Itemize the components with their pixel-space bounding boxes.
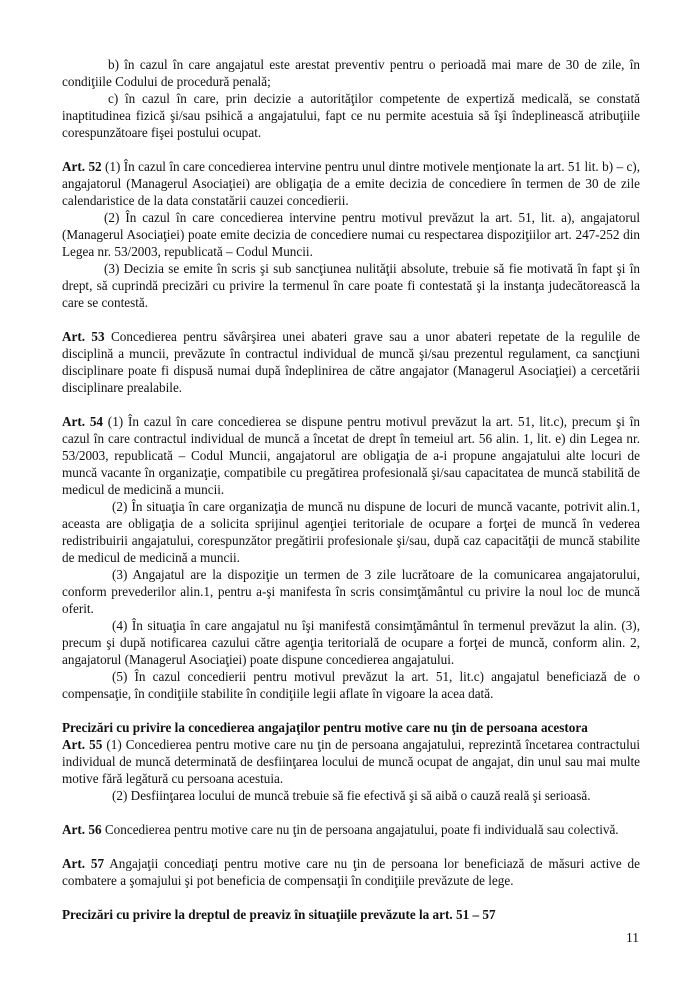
list-item-b: b) în cazul în care angajatul este arestat preventiv pentru o perioadă mai mare de 30 de zile, în condiţiile Codului de procedură penală; bbox=[62, 57, 640, 89]
article-52-paragraph-1: Art. 52 (1) În cazul în care concedierea intervine pentru unul dintre motivele menţionate la art. 51 lit. b) – c), angajatorul (Managerul Asociaţiei) are obligaţia de a emite decizia de concediere în termen de 30 de zile calendaristice de la data constatării cauzei concedierii. bbox=[62, 159, 640, 208]
article-52-paragraph-3: (3) Decizia se emite în scris şi sub sancţiunea nulităţii absolute, trebuie să fie motivată în fapt şi în drept, să cuprindă precizări cu privire la termenul în care poate fi contestată şi la instanţa judecătorească la care se contestă. bbox=[62, 261, 640, 310]
article-56-label: Art. 56 bbox=[62, 822, 102, 837]
article-55-label: Art. 55 bbox=[62, 737, 103, 752]
article-53: Art. 53 Concedierea pentru săvârşirea unei abateri grave sau a unor abateri repetate de la regulile de disciplină a muncii, prevăzute în contractul individual de muncă şi/sau prezentul regulament, ca sancţiuni disciplinare poate fi dispusă numai după îndeplinirea de către angajator (Managerul Asociaţiei) a cercetării disciplinare prealabile. bbox=[62, 329, 640, 395]
article-54-paragraph-4: (4) În situaţia în care angajatul nu îşi manifestă consimţământul în termenul prevăzut la alin. (3), precum şi după notificarea cazului către agenţia teritorială de ocupare a forţei de muncă, conform alin. 2, angajatorul (Managerul Asociaţiei) poate dispune concedierea angajatului. bbox=[62, 618, 640, 667]
page-number: 11 bbox=[626, 930, 639, 945]
article-52-label: Art. 52 bbox=[62, 159, 102, 174]
article-52-paragraph-2: (2) În cazul în care concedierea intervine pentru motivul prevăzut la art. 51, lit. a), angajatorul (Managerul Asociaţiei) poate emite decizia de concediere numai cu respectarea dispoziţiilor art. 247-252 din Legea nr. 53/2003, republicată – Codul Muncii. bbox=[62, 210, 640, 259]
document-body bbox=[62, 56, 640, 923]
list-item-c: c) în cazul în care, prin decizie a autorităţilor competente de expertiză medicală, se constată inaptitudinea fizică şi/sau psihică a angajatului, fapt ce nu permite acestuia să îşi îndeplinească atribuţiile corespunzătoare fişei postului ocupat. bbox=[62, 91, 640, 140]
article-55-paragraph-1: Art. 55 (1) Concedierea pentru motive care nu ţin de persoana angajatului, reprezintă încetarea contractului individual de muncă determinată de desfiinţarea locului de muncă ocupat de angajat, din unul sau mai multe motive fără legătură cu persoana acestuia. bbox=[62, 737, 640, 786]
article-56: Art. 56 Concedierea pentru motive care nu ţin de persoana angajatului, poate fi individuală sau colectivă. bbox=[62, 822, 619, 837]
article-54-paragraph-5: (5) În cazul concedierii pentru motivul prevăzut la art. 51, lit.c) angajatul beneficiază de o compensaţie, în condiţiile stabilite în condiţiile legii aflate în vigoare la acea dată. bbox=[62, 669, 640, 701]
article-54-paragraph-2: (2) În situaţia în care organizaţia de muncă nu dispune de locuri de muncă vacante, potrivit alin.1, aceasta are obligaţia de a solicita sprijinul agenţiei teritoriale de ocupare a forţei de muncă în vederea redistribuirii angajatului, corespunzător pregătirii profesionale şi/sau, după caz capacităţii de muncă stabilite de medicul de medicină a muncii. bbox=[62, 499, 640, 565]
article-55-paragraph-2: (2) Desfiinţarea locului de muncă trebuie să fie efectivă şi să aibă o cauză reală şi serioasă. bbox=[112, 788, 591, 803]
article-54-paragraph-3: (3) Angajatul are la dispoziţie un termen de 3 zile lucrătoare de la comunicarea angajatorului, conform prevederilor alin.1, pentru a-şi manifesta în scris consimţământul cu privire la noul loc de muncă oferit. bbox=[62, 567, 640, 616]
article-54-paragraph-1: Art. 54 (1) În cazul în care concedierea se dispune pentru motivul prevăzut la art. 51, lit.c), precum şi în cazul în care contractul individual de muncă a încetat de drept în temeiul art. 56 alin. 1, lit. e) din Legea nr. 53/2003, republicată – Codul Muncii, angajatorul are obligaţia de a-i propune angajatului alte locuri de muncă vacante în organizaţie, compatibile cu pregătirea profesională şi/sau capacitatea de muncă stabilită de medicul de medicină a muncii. bbox=[62, 414, 640, 497]
article-57: Art. 57 Angajaţii concediaţi pentru motive care nu ţin de persoana lor beneficiază de măsuri active de combatere a şomajului şi pot beneficia de compensaţii în condiţiile prevăzute de lege. bbox=[62, 856, 640, 888]
article-57-label: Art. 57 bbox=[62, 856, 105, 871]
section-heading-2: Precizări cu privire la dreptul de preaviz în situaţiile prevăzute la art. 51 – 57 bbox=[62, 907, 496, 922]
article-53-label: Art. 53 bbox=[62, 329, 105, 344]
section-heading-1: Precizări cu privire la concedierea angajaţilor pentru motive care nu ţin de persoana acestora bbox=[62, 720, 588, 735]
article-54-label: Art. 54 bbox=[62, 414, 104, 429]
